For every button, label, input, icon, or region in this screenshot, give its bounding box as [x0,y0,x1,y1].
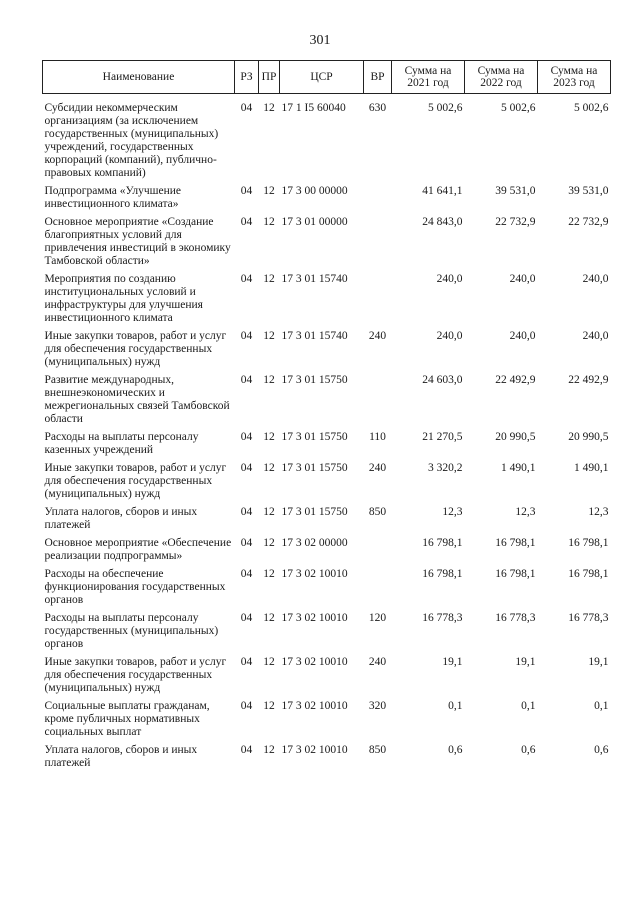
row-sum-2023: 5 002,6 [574,102,609,114]
row-sum-2021: 21 270,5 [422,431,463,443]
row-name: Развитие международных, внешнеэкономических и межрегиональных связей Тамбовской области [44,374,230,425]
row-sum-2022: 0,1 [521,700,536,712]
header-vr: ВР [364,61,392,94]
table-header-row [43,61,611,94]
row-pr: 12 [263,273,275,285]
row-pr: 12 [263,185,275,197]
row-csr: 17 3 01 15750 [281,462,348,474]
row-vr: 240 [368,656,387,668]
row-rz: 04 [240,537,253,549]
page-number: 301 [309,33,331,48]
table-row [43,374,611,431]
row-sum-2021: 24 843,0 [422,216,463,228]
header-sum-2022: Сумма на 2022 год [465,61,538,94]
row-sum-2022: 1 490,1 [501,462,536,474]
row-pr: 12 [263,744,275,756]
row-pr: 12 [263,102,275,114]
table-row [43,462,611,506]
row-sum-2021: 240,0 [436,273,463,285]
row-name: Иные закупки товаров, работ и услуг для обеспечения государственных (муниципальных) нужд [44,656,227,694]
row-vr: 850 [368,744,387,756]
row-rz: 04 [240,431,253,443]
row-sum-2021: 12,3 [442,506,463,518]
row-sum-2023: 240,0 [582,273,609,285]
row-vr [364,537,392,568]
row-vr: 320 [368,700,387,712]
row-rz: 04 [240,102,253,114]
row-rz: 04 [240,612,253,624]
row-sum-2021: 24 603,0 [422,374,463,386]
row-sum-2023: 16 798,1 [568,568,609,580]
row-vr [364,374,392,431]
row-rz: 04 [240,185,253,197]
row-name: Основное мероприятие «Обеспечение реализации подпрограммы» [44,537,232,562]
row-sum-2022: 22 492,9 [495,374,536,386]
row-rz: 04 [240,374,253,386]
row-vr [364,185,392,216]
row-name: Расходы на выплаты персоналу казенных учреждений [44,431,199,456]
row-csr: 17 3 00 00000 [281,185,348,197]
row-csr: 17 3 01 15740 [281,330,348,342]
table-row [43,700,611,744]
row-sum-2022: 16 798,1 [495,537,536,549]
row-sum-2022: 39 531,0 [495,185,536,197]
table-row [43,568,611,612]
row-rz: 04 [240,330,253,342]
row-rz: 04 [240,568,253,580]
row-sum-2023: 1 490,1 [574,462,609,474]
row-csr: 17 3 02 10010 [281,612,348,624]
row-vr [364,216,392,273]
row-csr: 17 3 01 15750 [281,374,348,386]
row-csr: 17 3 02 10010 [281,656,348,668]
row-csr: 17 3 02 10010 [281,744,348,756]
row-rz: 04 [240,506,253,518]
row-csr: 17 3 02 10010 [281,568,348,580]
row-name: Мероприятия по созданию институциональных условий и инфраструктуры для улучшения инвестиционного климата [44,273,203,324]
row-pr: 12 [263,431,275,443]
row-sum-2021: 240,0 [436,330,463,342]
row-sum-2022: 5 002,6 [501,102,536,114]
spacer-row [43,94,611,103]
row-pr: 12 [263,330,275,342]
row-name: Социальные выплаты гражданам, кроме публичных нормативных социальных выплат [44,700,210,738]
row-sum-2023: 22 492,9 [568,374,609,386]
row-name: Иные закупки товаров, работ и услуг для обеспечения государственных (муниципальных) нужд [44,330,227,368]
row-name: Расходы на выплаты персоналу государственных (муниципальных) органов [44,612,219,650]
table-row [43,273,611,330]
row-sum-2023: 0,6 [594,744,609,756]
row-pr: 12 [263,216,275,228]
header-rz: РЗ [235,61,259,94]
row-sum-2023: 240,0 [582,330,609,342]
row-rz: 04 [240,700,253,712]
row-pr: 12 [263,568,275,580]
table-body [43,94,611,776]
header-sum-2023: Сумма на 2023 год [538,61,611,94]
row-sum-2023: 19,1 [588,656,609,668]
row-csr: 17 3 01 15740 [281,273,348,285]
table-row [43,537,611,568]
row-sum-2023: 39 531,0 [568,185,609,197]
table-row [43,744,611,775]
row-sum-2021: 16 798,1 [422,568,463,580]
header-pr: ПР [259,61,280,94]
row-sum-2022: 16 778,3 [495,612,536,624]
table-row [43,102,611,185]
table-row [43,216,611,273]
row-sum-2023: 16 778,3 [568,612,609,624]
row-vr [364,273,392,330]
budget-table [42,60,611,775]
row-pr: 12 [263,506,275,518]
row-csr: 17 3 02 10010 [281,700,348,712]
row-sum-2021: 41 641,1 [422,185,463,197]
row-sum-2022: 12,3 [515,506,536,518]
row-name: Уплата налогов, сборов и иных платежей [44,506,198,531]
row-name: Подпрограмма «Улучшение инвестиционного климата» [44,185,181,210]
row-sum-2022: 19,1 [515,656,536,668]
row-sum-2023: 0,1 [594,700,609,712]
row-rz: 04 [240,744,253,756]
row-vr: 850 [368,506,387,518]
row-pr: 12 [263,700,275,712]
row-sum-2022: 240,0 [509,273,536,285]
row-vr [364,568,392,612]
row-csr: 17 3 01 00000 [281,216,348,228]
row-pr: 12 [263,462,275,474]
row-sum-2021: 0,1 [448,700,463,712]
row-name: Иные закупки товаров, работ и услуг для обеспечения государственных (муниципальных) нужд [44,462,227,500]
row-csr: 17 1 I5 60040 [281,102,346,114]
row-sum-2022: 240,0 [509,330,536,342]
row-csr: 17 3 01 15750 [281,506,348,518]
row-name: Основное мероприятие «Создание благоприятных условий для привлечения инвестиций в экономику Тамбовской области» [44,216,231,267]
row-sum-2021: 19,1 [442,656,463,668]
row-rz: 04 [240,656,253,668]
row-csr: 17 3 02 00000 [281,537,348,549]
row-sum-2022: 22 732,9 [495,216,536,228]
row-sum-2022: 20 990,5 [495,431,536,443]
row-pr: 12 [263,537,275,549]
row-vr: 120 [368,612,387,624]
row-sum-2023: 20 990,5 [568,431,609,443]
row-name: Уплата налогов, сборов и иных платежей [44,744,198,769]
row-csr: 17 3 01 15750 [281,431,348,443]
row-pr: 12 [263,656,275,668]
table-row [43,506,611,537]
row-rz: 04 [240,216,253,228]
row-name: Расходы на обеспечение функционирования государственных органов [44,568,226,606]
row-sum-2023: 16 798,1 [568,537,609,549]
row-vr: 630 [368,102,387,114]
table-row [43,185,611,216]
row-vr: 240 [368,462,387,474]
row-sum-2021: 16 798,1 [422,537,463,549]
header-csr: ЦСР [280,61,364,94]
table-row [43,612,611,656]
row-vr: 240 [368,330,387,342]
row-sum-2023: 22 732,9 [568,216,609,228]
row-sum-2021: 3 320,2 [428,462,463,474]
header-name: Наименование [43,61,235,94]
row-name: Субсидии некоммерческим организациям (за исключением государственных (муниципальных) учреждений, государственных корпораций (компаний), публично-правовых компаний) [44,102,219,179]
row-sum-2023: 12,3 [588,506,609,518]
header-sum-2021: Сумма на 2021 год [392,61,465,94]
table-row [43,431,611,462]
table-row [43,330,611,374]
row-sum-2021: 5 002,6 [428,102,463,114]
row-sum-2021: 0,6 [448,744,463,756]
row-vr: 110 [369,431,386,443]
row-sum-2021: 16 778,3 [422,612,463,624]
row-rz: 04 [240,462,253,474]
row-pr: 12 [263,374,275,386]
row-sum-2022: 0,6 [521,744,536,756]
row-sum-2022: 16 798,1 [495,568,536,580]
row-rz: 04 [240,273,253,285]
row-pr: 12 [263,612,275,624]
table-row [43,656,611,700]
